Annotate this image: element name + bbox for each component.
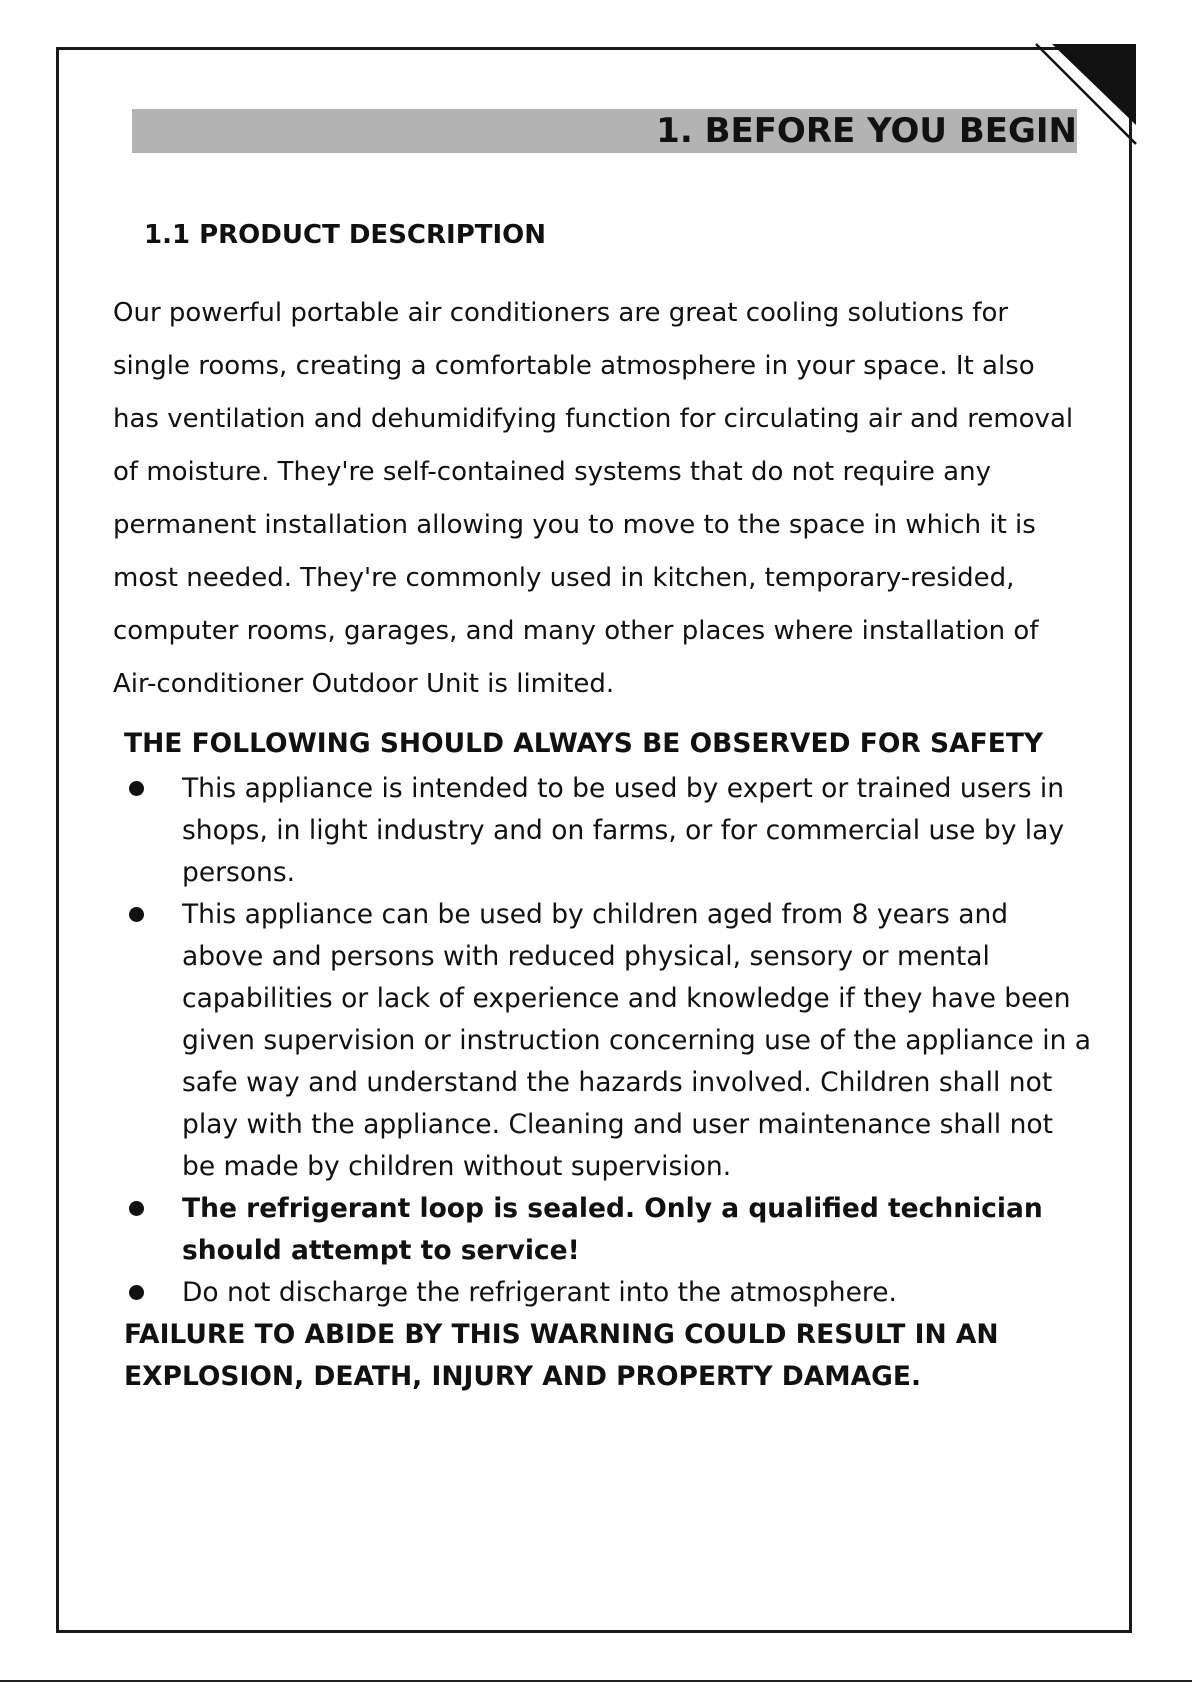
bullet-icon [129, 1285, 144, 1300]
safety-item-line: given supervision or instruction concerning use of the appliance in a [182, 1025, 1092, 1056]
safety-item-line: safe way and understand the hazards involved. Children shall not [182, 1067, 1053, 1098]
product-description-text [113, 287, 1073, 711]
safety-item-line: Do not discharge the refrigerant into the atmosphere. [182, 1277, 897, 1308]
bullet-icon [129, 907, 144, 922]
safety-item-line: persons. [182, 857, 296, 888]
safety-item-line: shops, in light industry and on farms, or for commercial use by lay [182, 815, 1065, 846]
safety-item-line: capabilities or lack of experience and knowledge if they have been [182, 983, 1071, 1014]
page-bottom-rule [0, 1680, 1192, 1682]
failure-warning [124, 1314, 999, 1398]
description-line: most needed. They're commonly used in kitchen, temporary-resided, [113, 563, 1015, 593]
description-line: Our powerful portable air conditioners are great cooling solutions for [113, 298, 1009, 328]
section-title: 1. BEFORE YOU BEGIN [656, 111, 1077, 151]
safety-item-refrigerant-loop [124, 1188, 1091, 1272]
bullet-icon [129, 1201, 144, 1216]
product-description-heading: 1.1 PRODUCT DESCRIPTION [144, 220, 547, 250]
description-line: has ventilation and dehumidifying function for circulating air and removal [113, 404, 1074, 434]
safety-item-children [124, 894, 1091, 1188]
section-header-bar [132, 109, 1077, 153]
description-line: single rooms, creating a comfortable atmosphere in your space. It also [113, 351, 1035, 381]
safety-item-discharge [124, 1272, 1091, 1314]
safety-item-line: This appliance is intended to be used by expert or trained users in [182, 773, 1065, 804]
description-line: computer rooms, garages, and many other places where installation of [113, 616, 1039, 646]
safety-heading: THE FOLLOWING SHOULD ALWAYS BE OBSERVED FOR SAFETY [124, 728, 1044, 759]
safety-item-expert-users [124, 768, 1091, 894]
safety-item-line: be made by children without supervision. [182, 1151, 732, 1182]
safety-item-line: above and persons with reduced physical, sensory or mental [182, 941, 990, 972]
description-line: permanent installation allowing you to move to the space in which it is [113, 510, 1036, 540]
warning-line: FAILURE TO ABIDE BY THIS WARNING COULD RESULT IN AN [124, 1319, 999, 1350]
description-line: of moisture. They're self-contained systems that do not require any [113, 457, 991, 487]
safety-item-line: This appliance can be used by children aged from 8 years and [182, 899, 1009, 930]
safety-item-line: should attempt to service! [182, 1235, 580, 1266]
safety-list [124, 768, 1091, 1314]
bullet-icon [129, 781, 144, 796]
safety-item-line: play with the appliance. Cleaning and user maintenance shall not [182, 1109, 1053, 1140]
warning-line: EXPLOSION, DEATH, INJURY AND PROPERTY DAMAGE. [124, 1361, 922, 1392]
safety-item-line: The refrigerant loop is sealed. Only a qualified technician [182, 1193, 1043, 1224]
description-line: Air-conditioner Outdoor Unit is limited. [113, 669, 615, 699]
